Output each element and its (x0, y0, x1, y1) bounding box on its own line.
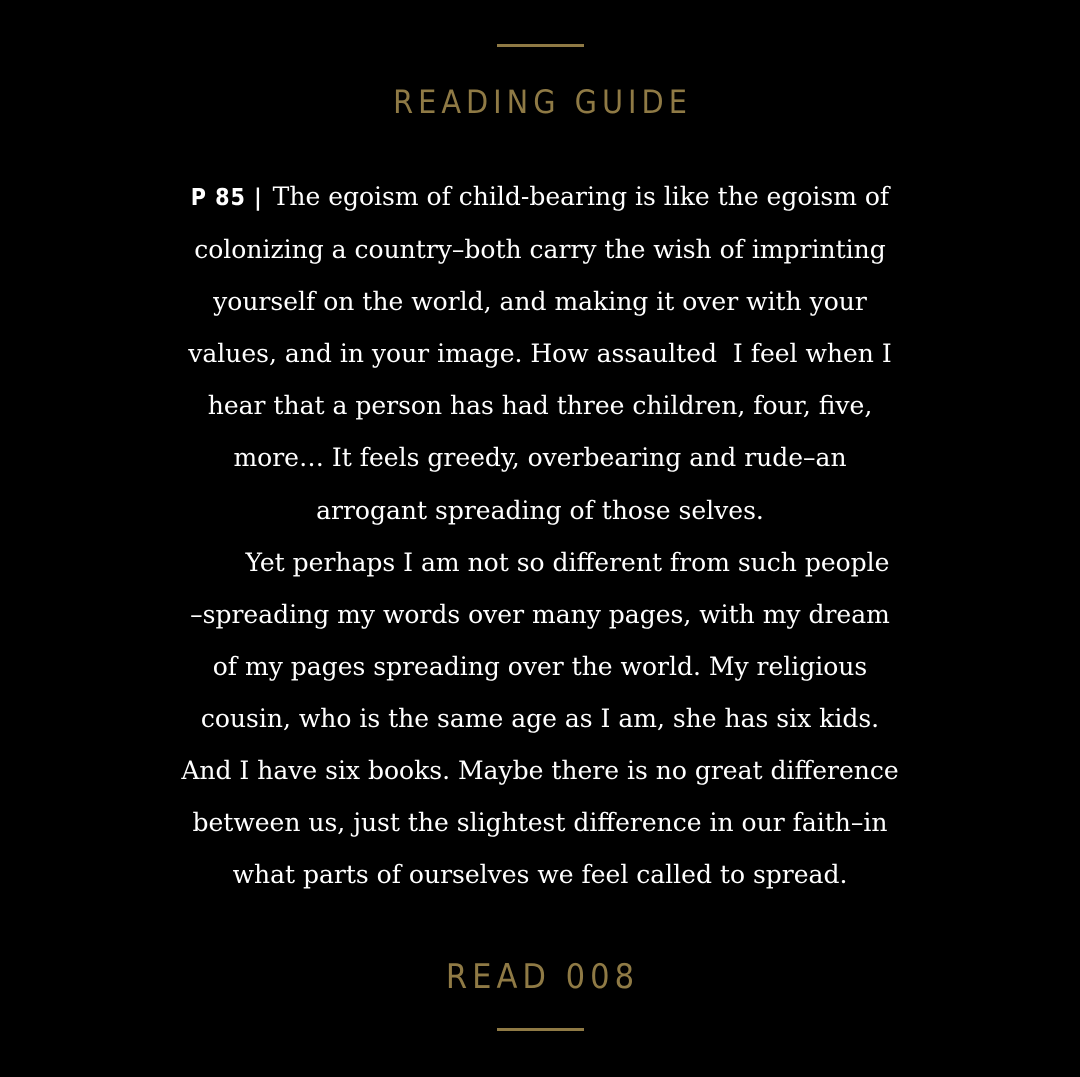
page-reference: P 85 | (190, 185, 263, 211)
passage-line: what parts of ourselves we feel called to spread. (232, 860, 848, 890)
passage-line: values, and in your image. How assaulted I feel when I (188, 339, 892, 369)
passage-line (120, 171, 960, 224)
passage-line: And I have six books. Maybe there is no great difference (181, 756, 899, 786)
passage-line: yourself on the world, and making it over with your (213, 287, 867, 317)
quote-passage (120, 171, 960, 901)
passage-line: colonizing a country–both carry the wish of imprinting (194, 235, 886, 265)
passage-line: –spreading my words over many pages, with my dream (190, 599, 890, 629)
passage-line: arrogant spreading of those selves. (316, 495, 764, 525)
passage-line: between us, just the slightest difference in our faith–in (192, 808, 888, 838)
bottom-divider (497, 1028, 584, 1031)
passage-line-text: The egoism of child-bearing is like the egoism of (272, 182, 890, 211)
page-title: READING GUIDE (393, 83, 692, 121)
read-number-label: READ 008 (445, 957, 640, 997)
passage-line: hear that a person has had three children, four, five, (207, 391, 873, 421)
top-divider (497, 44, 584, 47)
passage-line: of my pages spreading over the world. My religious (212, 651, 868, 681)
passage-line-text: Yet perhaps I am not so different from such people (245, 547, 890, 577)
passage-line: more… It feels greedy, overbearing and rude–an (233, 443, 847, 473)
passage-line (120, 537, 960, 589)
passage-line: cousin, who is the same age as I am, she has six kids. (200, 703, 880, 733)
